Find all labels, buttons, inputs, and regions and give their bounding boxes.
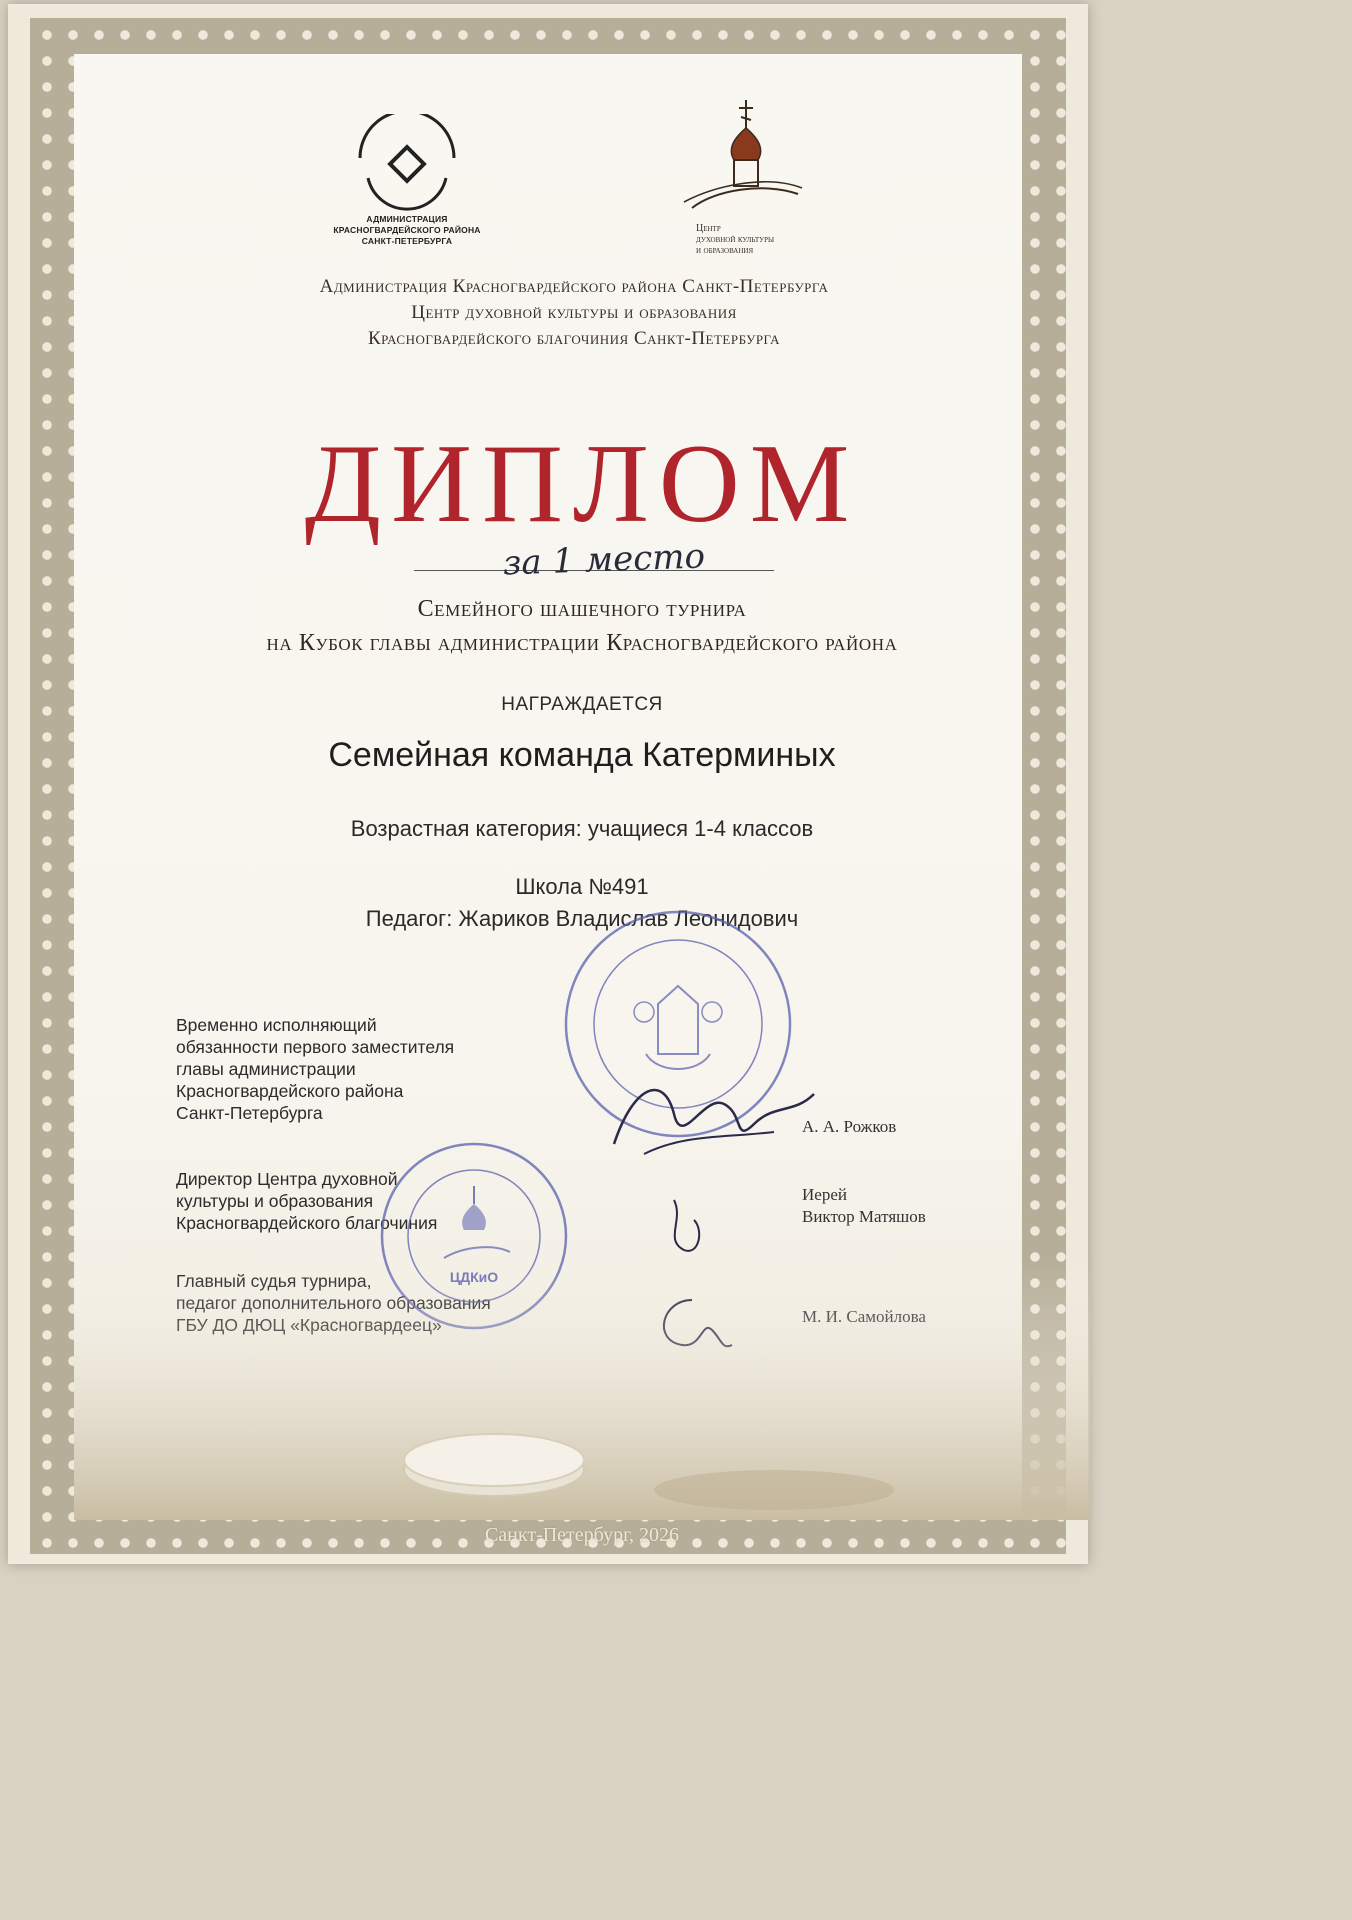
admin-logo-caption-3: САНКТ-ПЕТЕРБУРГА (361, 236, 453, 246)
signatory-1-position-line: Санкт-Петербурга (176, 1103, 323, 1123)
church-dome-icon (674, 98, 814, 218)
tournament-line-2: на Кубок главы администрации Красногвардейского района (266, 630, 898, 656)
spiritual-center-logo (674, 98, 844, 256)
recipient-name: Семейная команда Катерминых (328, 736, 836, 774)
admin-logo-caption-2: КРАСНОГВАРДЕЙСКОГО РАЙОНА (333, 225, 481, 235)
tournament-line-1: Семейного шашечного турнира (417, 596, 747, 622)
organizer-line-3: Красногвардейского благочиния Санкт-Петербурга (367, 328, 781, 349)
signatory-2-name (802, 1184, 926, 1228)
age-category: Возрастная категория: учащиеся 1-4 классов (350, 816, 814, 841)
diploma-sheet (8, 4, 1088, 1564)
admin-logo-caption-1: АДМИНИСТРАЦИЯ (366, 214, 448, 224)
checkers-decoration (74, 1260, 1090, 1520)
signature-2-icon (654, 1190, 724, 1270)
signatory-2-position-line: Директор Центра духовной (176, 1169, 398, 1189)
school: Школа №491 (515, 874, 649, 899)
signatory-1-position-line: главы администрации (176, 1059, 356, 1079)
awarded-label: НАГРАЖДАЕТСЯ (501, 694, 663, 715)
center-logo-caption-2: духовной культуры (696, 234, 775, 245)
dotted-border-frame (30, 18, 1066, 1554)
teacher: Педагог: Жариков Владислав Леонидович (365, 906, 799, 931)
signatory-1-position-line: обязанности первого заместителя (176, 1037, 455, 1057)
diploma-inner-area (74, 54, 1022, 1546)
administration-logo (332, 114, 482, 247)
center-logo-caption-1: Центр (696, 223, 721, 234)
center-logo-caption-3: и образования (696, 245, 754, 256)
administration-emblem-icon (352, 114, 462, 214)
signatory-1-position-line: Красногвардейского района (176, 1081, 404, 1101)
signatory-2-position-line: культуры и образования (176, 1191, 374, 1211)
diploma-title: ДИПЛОМ (304, 422, 860, 546)
signatory-2-position-line: Красногвардейского благочиния (176, 1213, 438, 1233)
footer-city-year: Санкт-Петербург, 2026 (484, 1524, 680, 1546)
signatory-2-name-line: Иерей (802, 1185, 847, 1204)
organizer-line-2: Центр духовной культуры и образования (411, 302, 737, 323)
signatory-1-name: А. А. Рожков (802, 1117, 897, 1136)
signatory-2-name-line: Виктор Матяшов (802, 1207, 926, 1226)
place-handwritten: за 1 место (502, 536, 706, 584)
signatory-1-position (176, 1014, 596, 1124)
organizer-line-1: Администрация Красногвардейского района Санкт-Петербурга (319, 276, 829, 297)
signatory-1-position-line: Временно исполняющий (176, 1015, 377, 1035)
signature-1-icon (604, 1054, 824, 1174)
